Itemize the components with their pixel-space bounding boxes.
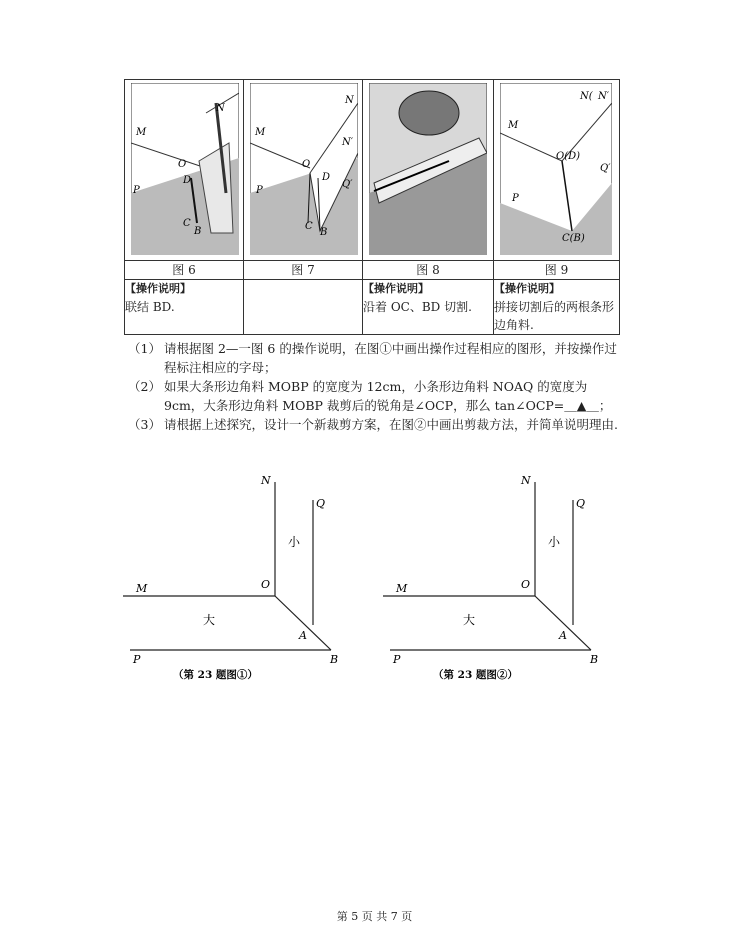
label-m: M [508,120,519,131]
question-number: （1） [128,341,161,356]
figure-7 [244,80,362,260]
label-p: P [393,653,401,666]
note-fig6 [125,280,244,335]
caption-fig8: 图 8 [363,261,494,280]
label-b: B [330,653,339,666]
note-fig8 [363,280,494,335]
note-title: 【操作说明】 [125,282,191,295]
note-fig9 [494,280,620,335]
label-n: N( [580,91,593,102]
diagram-caption: （第 23 题图②） [433,669,518,681]
caption-fig6: 图 6 [125,261,244,280]
label-c: C [305,221,313,232]
label-p: P [256,185,263,196]
label-b: B [320,227,328,238]
label-od: O(D) [556,151,581,162]
label-n: N [345,95,354,106]
note-title: 【操作说明】 [363,282,429,295]
label-small: 小 [288,535,301,549]
note-text: 沿着 OC、BD 切割. [363,300,472,314]
label-big: 大 [203,613,216,627]
note-fig7 [244,280,363,335]
label-q: Q [576,497,586,510]
diagram-1 [118,470,348,685]
label-m: M [255,127,266,138]
label-p: P [512,193,519,204]
note-title: 【操作说明】 [494,282,560,295]
label-cb: C(B) [562,233,585,244]
label-a: A [559,629,567,642]
question-1 [128,339,628,377]
label-d: D [322,172,331,183]
figure-9 [494,80,619,260]
label-b: B [194,226,202,237]
page-footer: 第 5 页 共 7 页 [336,910,413,923]
question-number: （3） [128,417,161,432]
label-p: P [133,185,140,196]
question-text: 请根据上述探究，设计一个新裁剪方案，在图②中画出剪裁方法，并简单说明理由. [164,417,618,432]
question-2 [128,377,628,415]
question-text: 如果大条形边角料 MOBP 的宽度为 12cm，小条形边角料 NOAQ 的宽度为 9cm，大条形边角料 MOBP 裁剪后的锐角是∠OCP，那么 tan∠OCP=＿▲＿； [164,379,612,413]
note-text: 拼接切割后的两根条形边角料. [494,300,615,332]
label-o: O [261,578,271,591]
question-text: 请根据图 2—一图 6 的操作说明，在图①中画出操作过程相应的图形，并按操作过程标注相应的字母； [164,341,617,375]
label-q: Q [316,497,326,510]
figure-8 [363,80,493,260]
operation-table [124,79,620,335]
label-q-prime: Q′ [600,163,611,174]
question-3 [128,415,628,434]
label-m: M [136,127,147,138]
label-p: P [133,653,141,666]
label-o: O [521,578,531,591]
label-o: O [302,159,311,170]
label-n-prime: N′ [342,137,354,148]
questions [128,339,628,434]
caption-fig7: 图 7 [244,261,363,280]
label-b: B [590,653,599,666]
label-n: N [521,474,531,487]
label-n: N [261,474,271,487]
label-d: D [183,175,192,186]
label-m: M [396,582,408,595]
label-c: C [183,218,191,229]
label-m: M [136,582,148,595]
label-q-prime: Q′ [342,179,353,190]
label-n: N [216,103,225,114]
note-text: 联结 BD. [125,300,175,314]
label-big: 大 [463,613,476,627]
figure-6 [125,80,243,260]
question-number: （2） [128,379,161,394]
diagram-2 [378,470,608,685]
label-n-prime: N′ [598,91,610,102]
caption-fig9: 图 9 [494,261,620,280]
label-small: 小 [548,535,561,549]
label-a: A [299,629,307,642]
diagram-caption: （第 23 题图①） [173,669,258,681]
label-o: O [178,159,187,170]
